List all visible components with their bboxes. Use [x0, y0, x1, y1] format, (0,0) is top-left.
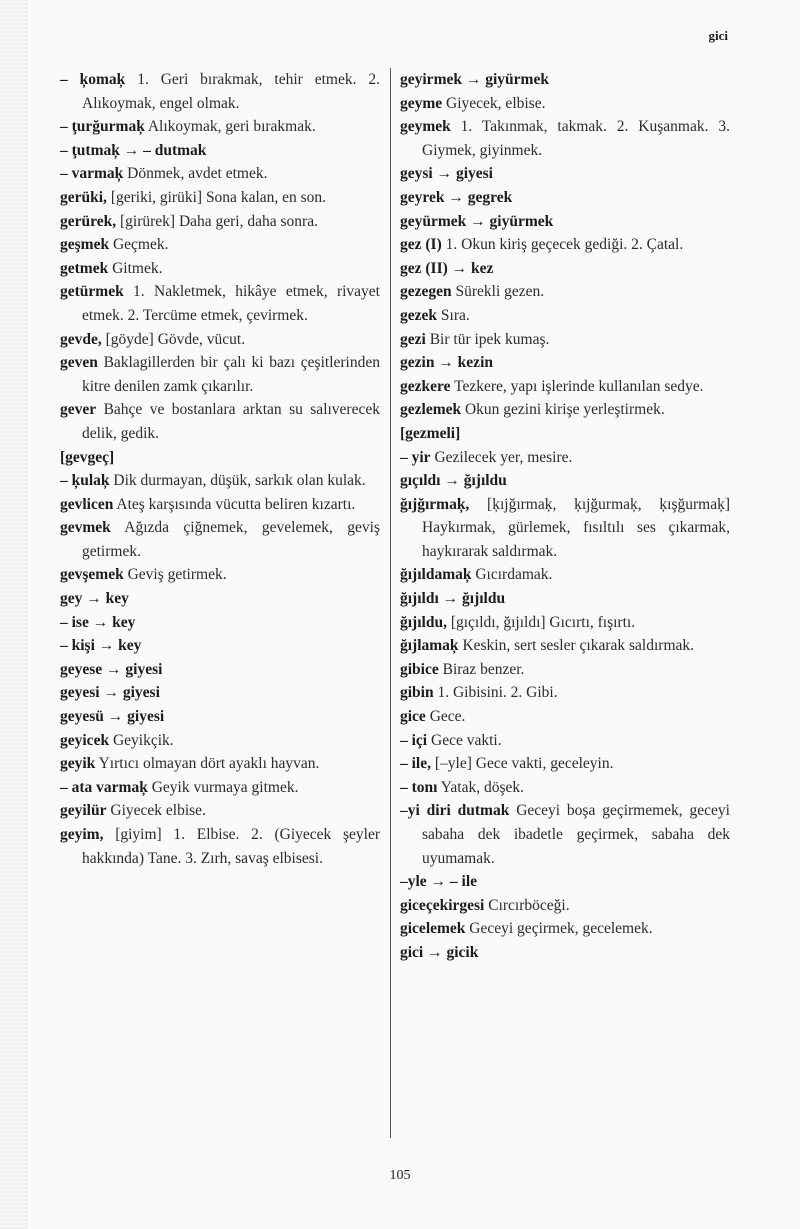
subentry	[60, 68, 380, 115]
definition: Bir tür ipek kumaş.	[425, 330, 550, 348]
subentry	[400, 870, 730, 894]
headword: gezek	[400, 306, 438, 324]
headword: gice	[400, 708, 426, 726]
dictionary-entry	[400, 469, 730, 493]
definition: Biraz benzer.	[438, 660, 525, 678]
headword: gevlicen	[60, 495, 114, 513]
definition: 1. Takınmak, takmak. 2. Kuşanmak. 3. Giymek, giyinmek.	[422, 118, 730, 159]
headword: gicelemek	[400, 920, 466, 938]
subentry	[400, 752, 730, 776]
dictionary-entry	[400, 705, 730, 729]
headword: gezegen	[400, 283, 452, 301]
definition: [göyde] Gövde, vücut.	[101, 330, 246, 348]
definition: Gece.	[425, 708, 466, 726]
headword: gici → gicik	[400, 943, 479, 961]
dictionary-entry	[400, 233, 730, 257]
subentry	[400, 729, 730, 753]
dictionary-entry	[400, 894, 730, 918]
definition: 1. Nakletmek, hikâye etmek, rivayet etmek. 2. Tercüme etmek, çevirmek.	[82, 283, 380, 324]
headword: ğıjıldu,	[400, 613, 447, 631]
headword: [gezmeli]	[400, 424, 461, 442]
definition: [giyim] 1. Elbise. 2. (Giyecek şeyler hakkında) Tane. 3. Zırh, savaş elbisesi.	[82, 826, 380, 867]
definition: Okun gezini kirişe yerleştirmek.	[461, 401, 665, 419]
dictionary-entry	[60, 233, 380, 257]
dictionary-entry	[60, 823, 380, 870]
definition: Dik durmayan, düşük, sarkık olan kulak.	[109, 472, 366, 490]
definition: Sıra.	[437, 306, 470, 324]
dictionary-entry	[60, 493, 380, 517]
subentry	[60, 469, 380, 493]
definition: Sürekli gezen.	[451, 283, 545, 301]
dictionary-entry	[60, 186, 380, 210]
subentry	[60, 776, 380, 800]
dictionary-entry	[400, 493, 730, 564]
dictionary-entry	[400, 658, 730, 682]
headword: – varmaķ	[60, 165, 124, 183]
definition: Gıcırdamak.	[471, 566, 553, 584]
headword: –yi diri dutmak	[400, 802, 510, 820]
headword: – ţurğurmaķ	[60, 118, 145, 136]
dictionary-entry	[400, 422, 730, 446]
headword: gever	[60, 401, 97, 419]
subentry	[60, 115, 380, 139]
headword: ğıjğırmaķ,	[400, 495, 470, 513]
headword: geymek	[400, 118, 451, 136]
dictionary-entry	[400, 257, 730, 281]
headword: geyicek	[60, 731, 110, 749]
dictionary-entry	[60, 587, 380, 611]
page-edge-shadow	[0, 0, 28, 1229]
definition: Alıkoymak, geri bırakmak.	[144, 118, 316, 136]
headword: gezi	[400, 330, 426, 348]
headword: gezin → kezin	[400, 354, 493, 372]
headword: geyesi → giyesi	[60, 684, 160, 702]
headword: gevşemek	[60, 566, 124, 584]
dictionary-entry	[400, 210, 730, 234]
headword: – ise → key	[60, 613, 136, 631]
headword: getmek	[60, 259, 109, 277]
headword: gezlemek	[400, 401, 462, 419]
headword: geşmek	[60, 236, 110, 254]
headword: geyirmek → giyürmek	[400, 71, 549, 88]
definition: Gezilecek yer, mesire.	[430, 448, 573, 466]
definition: Geceyi geçirmek, gecelemek.	[465, 920, 653, 938]
dictionary-entry	[400, 917, 730, 941]
headword: gevmek	[60, 519, 111, 537]
right-column	[400, 68, 730, 965]
dictionary-entry	[60, 280, 380, 327]
definition: Giyecek elbise.	[106, 802, 206, 820]
dictionary-entry	[60, 398, 380, 445]
subentry	[60, 162, 380, 186]
headword: geysi → giyesi	[400, 165, 493, 183]
definition: Bahçe ve bostanlara arktan su salıverecek delik, gedik.	[82, 401, 380, 442]
subentry	[400, 776, 730, 800]
headword: gerüki,	[60, 188, 107, 206]
headword: – tonı	[400, 778, 438, 796]
dictionary-entry	[60, 257, 380, 281]
dictionary-entry	[400, 587, 730, 611]
page-number: 105	[389, 1168, 411, 1183]
dictionary-entry	[400, 611, 730, 635]
dictionary-entry	[60, 681, 380, 705]
headword: geyürmek → giyürmek	[400, 212, 554, 230]
dictionary-entry	[60, 705, 380, 729]
dictionary-entry	[400, 162, 730, 186]
dictionary-entry	[400, 398, 730, 422]
definition: Cırcırböceği.	[484, 896, 570, 914]
dictionary-entry	[400, 186, 730, 210]
dictionary-entry	[400, 941, 730, 965]
headword: [gevgeç]	[60, 448, 115, 466]
dictionary-entry	[60, 351, 380, 398]
headword: gez (II) → kez	[400, 259, 494, 277]
definition: Ateş karşısında vücutta beliren kızartı.	[113, 495, 356, 513]
headword: gıçıldı → ğıjıldu	[400, 472, 507, 490]
dictionary-entry	[400, 634, 730, 658]
definition: [ķıjğırmaķ, ķıjğurmaķ, ķışğurmaķ] Haykırmak, gürlemek, fısıltılı ses çıkarmak, haykırarak saldırmak.	[422, 495, 730, 560]
dictionary-entry	[60, 729, 380, 753]
dictionary-entry	[400, 92, 730, 116]
column-divider	[390, 68, 391, 1138]
definition: Yatak, döşek.	[437, 778, 525, 796]
headword: ğıjıldamaķ	[400, 566, 472, 584]
definition: Baklagillerden bir çalı ki bazı çeşitlerinden kitre denilen zamk çıkarılır.	[82, 354, 380, 395]
definition: [–yle] Gece vakti, geceleyin.	[431, 755, 614, 773]
subentry	[400, 446, 730, 470]
headword: – ţutmaķ → – dutmak	[60, 141, 207, 159]
definition: 1. Okun kiriş geçecek gediği. 2. Çatal.	[441, 236, 684, 254]
headword: gezkere	[400, 377, 451, 395]
headword: – kişi → key	[60, 637, 142, 655]
headword: gibin	[400, 684, 434, 702]
definition: [girürek] Daha geri, daha sonra.	[116, 212, 318, 230]
definition: Keskin, sert sesler çıkarak saldırmak.	[458, 637, 694, 655]
headword: – ile,	[400, 755, 431, 773]
dictionary-entry	[400, 304, 730, 328]
dictionary-entry	[60, 446, 380, 470]
headword: geyme	[400, 94, 443, 112]
dictionary-entry	[400, 68, 730, 92]
definition: [gıçıldı, ğıjıldı] Gıcırtı, fışırtı.	[446, 613, 636, 631]
definition: Gitmek.	[108, 259, 163, 277]
headword: giceçekirgesi	[400, 896, 485, 914]
subentry	[60, 634, 380, 658]
dictionary-entry	[60, 563, 380, 587]
headword: gerürek,	[60, 212, 117, 230]
headword: geyese → giyesi	[60, 660, 163, 678]
headword: geyilür	[60, 802, 107, 820]
dictionary-entry	[60, 799, 380, 823]
dictionary-entry	[60, 210, 380, 234]
headword: getürmek	[60, 283, 124, 301]
dictionary-entry	[60, 328, 380, 352]
definition: Yırtıcı olmayan dört ayaklı hayvan.	[95, 755, 320, 773]
definition: Tezkere, yapı işlerinde kullanılan sedye.	[450, 377, 704, 395]
headword: – ata varmaķ	[60, 778, 148, 796]
dictionary-entry	[400, 563, 730, 587]
headword: – ķulaķ	[60, 472, 110, 490]
headword: geyrek → gegrek	[400, 188, 513, 206]
headword: –yle → – ile	[400, 873, 478, 891]
dictionary-entry	[400, 375, 730, 399]
subentry	[60, 611, 380, 635]
dictionary-entry	[400, 328, 730, 352]
headword: – içi	[400, 731, 428, 749]
headword: geyik	[60, 755, 96, 773]
headword: gibice	[400, 660, 439, 678]
definition: Geyikçik.	[109, 731, 174, 749]
definition: Giyecek, elbise.	[442, 94, 546, 112]
definition: Gece vakti.	[427, 731, 502, 749]
definition: Dönmek, avdet etmek.	[123, 165, 268, 183]
dictionary-entry	[400, 681, 730, 705]
dictionary-entry	[400, 115, 730, 162]
headword: gey → key	[60, 590, 129, 608]
headword: gez (I)	[400, 236, 442, 254]
definition: [geriki, girüki] Sona kalan, en son.	[106, 188, 327, 206]
dictionary-entry	[60, 516, 380, 563]
headword: geyim,	[60, 826, 104, 843]
running-head: gici	[708, 28, 728, 43]
headword: – ķomaķ	[60, 71, 126, 88]
headword: geyesü → giyesi	[60, 708, 165, 726]
headword: ğıjıldı → ğıjıldu	[400, 590, 506, 608]
headword: gevde,	[60, 330, 102, 348]
definition: 1. Geri bırakmak, tehir etmek. 2. Alıkoymak, engel olmak.	[82, 71, 380, 112]
dictionary-entry	[400, 351, 730, 375]
headword: – yir	[400, 448, 431, 466]
dictionary-entry	[400, 280, 730, 304]
definition: 1. Gibisini. 2. Gibi.	[433, 684, 558, 702]
left-column	[60, 68, 380, 870]
definition: Geviş getirmek.	[123, 566, 227, 584]
headword: ğıjlamaķ	[400, 637, 459, 655]
subentry	[60, 139, 380, 163]
dictionary-entry	[60, 658, 380, 682]
subentry	[400, 799, 730, 870]
dictionary-entry	[60, 752, 380, 776]
definition: Geçmek.	[109, 236, 169, 254]
headword: geven	[60, 354, 98, 372]
definition: Geyik vurmaya gitmek.	[147, 778, 299, 796]
definition: Ağızda çiğnemek, gevelemek, geviş getirmek.	[82, 519, 380, 560]
definition: Geceyi boşa geçirmemek, geceyi sabaha dek ibadetle geçirmek, sabaha dek uyumamak.	[422, 802, 730, 867]
